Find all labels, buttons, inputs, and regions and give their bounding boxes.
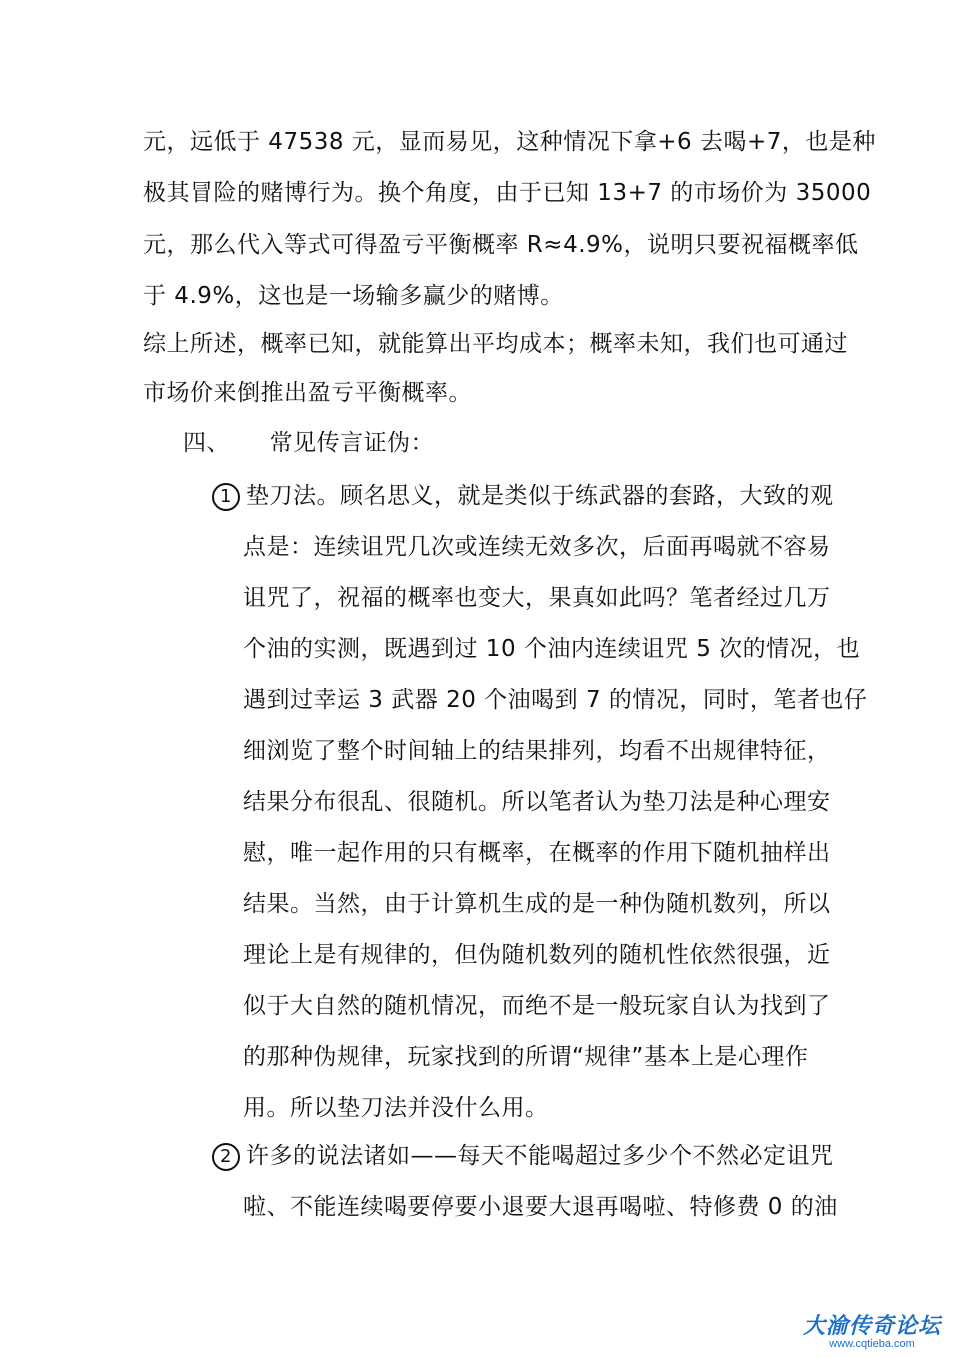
paragraph-line: 元，那么代入等式可得盈亏平衡概率 R≈4.9%，说明只要祝福概率低	[143, 232, 859, 258]
list-item-line: 遇到过幸运 3 武器 20 个油喝到 7 的情况，同时，笔者也仔	[243, 687, 868, 713]
section-heading	[183, 428, 434, 458]
paragraph-line: 市场价来倒推出盈亏平衡概率。	[143, 380, 472, 406]
list-item-text: 许多的说法诸如——每天不能喝超过多少个不然必定诅咒	[246, 1143, 834, 1169]
paragraph-line: 极其冒险的赌博行为。换个角度，由于已知 13+7 的市场价为 35000	[143, 180, 872, 206]
list-item-line: 用。所以垫刀法并没什么用。	[243, 1095, 549, 1121]
list-item-line: 诅咒了，祝福的概率也变大，果真如此吗？笔者经过几万	[243, 585, 831, 611]
list-item-line: 啦、不能连续喝要停要小退要大退再喝啦、特修费 0 的油	[243, 1194, 838, 1220]
section-title: 常见传言证伪：	[269, 430, 435, 456]
list-item-line: 结果分布很乱、很随机。所以笔者认为垫刀法是种心理安	[243, 789, 831, 815]
circled-number-2: 2	[212, 1143, 240, 1171]
circled-number-1: 1	[212, 483, 240, 511]
list-item-line: 理论上是有规律的，但伪随机数列的随机性依然很强，近	[243, 942, 831, 968]
list-item-line: 个油的实测，既遇到过 10 个油内连续诅咒 5 次的情况，也	[243, 636, 861, 662]
list-item-line: 结果。当然，由于计算机生成的是一种伪随机数列，所以	[243, 891, 831, 917]
list-item-line: 细浏览了整个时间轴上的结果排列，均看不出规律特征，	[243, 738, 831, 764]
watermark-title: 大渝传奇论坛	[802, 1313, 941, 1339]
paragraph-line: 于 4.9%，这也是一场输多赢少的赌博。	[143, 283, 564, 309]
list-item-line: 慰，唯一起作用的只有概率，在概率的作用下随机抽样出	[243, 840, 831, 866]
list-item-first-line	[212, 481, 834, 511]
list-item-text: 垫刀法。顾名思义，就是类似于练武器的套路，大致的观	[246, 483, 834, 509]
section-number: 四、	[183, 430, 230, 456]
list-item-line: 点是：连续诅咒几次或连续无效多次，后面再喝就不容易	[243, 534, 831, 560]
list-item-line: 似于大自然的随机情况，而绝不是一般玩家自认为找到了	[243, 993, 831, 1019]
watermark-url: www.cqtieba.com	[829, 1338, 915, 1350]
paragraph-line: 综上所述，概率已知，就能算出平均成本；概率未知，我们也可通过	[143, 331, 848, 357]
site-watermark	[802, 1309, 942, 1350]
list-item-line: 的那种伪规律，玩家找到的所谓“规律”基本上是心理作	[243, 1044, 809, 1070]
paragraph-line: 元，远低于 47538 元，显而易见，这种情况下拿+6 去喝+7，也是种	[143, 129, 876, 155]
list-item-first-line	[212, 1141, 834, 1171]
